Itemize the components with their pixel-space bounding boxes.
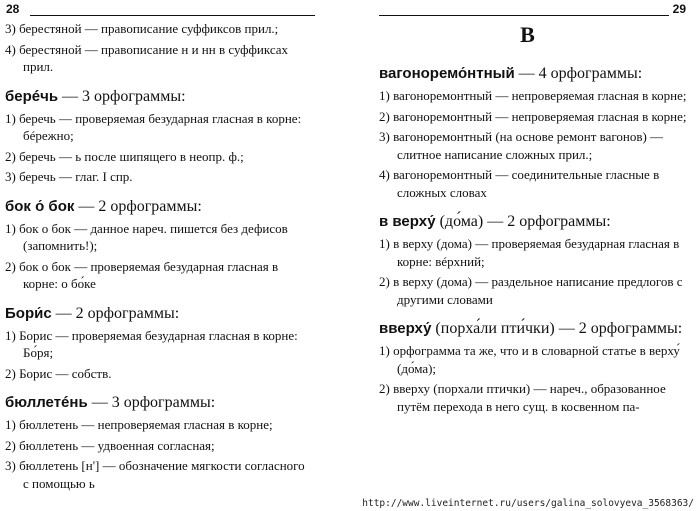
- dictionary-entry: [379, 212, 689, 308]
- continuation-item: 4) берестяной — правописание н и нн в суффиксах прил.: [5, 41, 289, 74]
- headword: бок о́ бок: [5, 197, 75, 215]
- orthogram-count: (до́ма) — 2 орфограммы:: [435, 213, 611, 230]
- entry-item: 2) беречь — ь после шипящего в неопр. ф.;: [5, 148, 244, 164]
- dictionary-entry: [5, 304, 310, 383]
- entry-heading: [5, 304, 310, 324]
- entry-item: 3) беречь — глаг. I спр.: [5, 169, 133, 184]
- entry-item: 2) бок о бок — проверяемая безударная гласная в корне: о бо́ке: [5, 258, 279, 291]
- entry-item: 3) вагоноремонтный (на основе ремонт вагонов) — слитное написание сложных прил.;: [379, 129, 664, 162]
- entry-item: 1) беречь — проверяемая безударная гласная в корне: бéрежно;: [5, 110, 302, 143]
- entry-item: 1) бюллетень — непроверяемая гласная в корне;: [5, 417, 273, 432]
- entry-item: 1) бок о бок — данное нареч. пишется без дефисов (запомнить!);: [5, 220, 288, 253]
- entry-item: 2) Борис — собств.: [5, 365, 112, 381]
- dictionary-entry: [5, 393, 310, 492]
- section-letter: В: [520, 22, 535, 47]
- left-page-number: 28: [6, 2, 20, 16]
- entry-heading: [379, 64, 689, 84]
- dictionary-entry: [5, 87, 310, 186]
- watermark-url: http://www.liveinternet.ru/users/galina_solovyeva_3568363/: [362, 498, 694, 509]
- orthogram-count: — 2 орфограммы:: [74, 197, 202, 215]
- orthogram-count: (порха́ли пти́чки) — 2 орфограммы:: [431, 320, 683, 337]
- entry-item: 2) в верху (дома) — раздельное написание предлогов с другими словами: [379, 274, 683, 307]
- entry-item: 1) орфограмма та же, что и в словарной статье в верху́ (до́ма);: [379, 343, 680, 376]
- orthogram-count: — 3 орфограммы:: [58, 87, 186, 105]
- headword: вверху́: [379, 320, 432, 337]
- entry-heading: [379, 212, 689, 232]
- entry-item: 2) вверху (порхали птички) — нареч., образованное путём перехода в него сущ. в косвенном па-: [379, 381, 666, 414]
- entry-item: 3) бюллетень [н'] — обозначение мягкости согласного с помощью ь: [5, 458, 305, 491]
- left-header-rule: [30, 15, 315, 16]
- continuation-item: 3) берестяной — правописание суффиксов прил.;: [5, 21, 279, 36]
- orthogram-count: — 2 орфограммы:: [51, 304, 180, 322]
- entry-heading: [379, 319, 689, 339]
- entry-item: 1) вагоноремонтный — непроверяемая гласная в корне;: [379, 88, 687, 103]
- dictionary-entry: [5, 197, 310, 293]
- dictionary-entry: [379, 64, 689, 201]
- left-page: [0, 0, 345, 511]
- orthogram-count: — 4 орфограммы:: [514, 65, 643, 82]
- entry-item: 1) в верху (дома) — проверяемая безударная гласная в корне: вéрхний;: [379, 236, 680, 269]
- dictionary-entry: [379, 319, 689, 415]
- right-page-number: 29: [672, 2, 686, 16]
- entry-item: 1) Борис — проверяемая безударная гласная в корне: Бо́ря;: [5, 327, 298, 360]
- right-header-rule: [379, 15, 669, 16]
- right-page: [355, 0, 700, 511]
- headword: берéчь: [5, 87, 59, 105]
- headword: вагоноремо́нтный: [379, 65, 515, 82]
- headword: бюллетéнь: [5, 394, 88, 411]
- entry-item: 4) вагоноремонтный — соединительные гласные в сложных словах: [379, 167, 660, 200]
- headword: Бори́с: [5, 304, 52, 322]
- entry-item: 2) вагоноремонтный — непроверяемая гласная в корне;: [379, 108, 687, 124]
- orthogram-count: — 3 орфограммы:: [87, 394, 216, 411]
- headword: в верху́: [379, 213, 436, 230]
- entry-heading: [5, 393, 310, 413]
- right-page-content: [379, 64, 689, 415]
- entry-heading: [5, 87, 310, 107]
- left-page-content: [5, 18, 310, 492]
- entry-heading: [5, 197, 310, 217]
- entry-item: 2) бюллетень — удвоенная согласная;: [5, 437, 215, 453]
